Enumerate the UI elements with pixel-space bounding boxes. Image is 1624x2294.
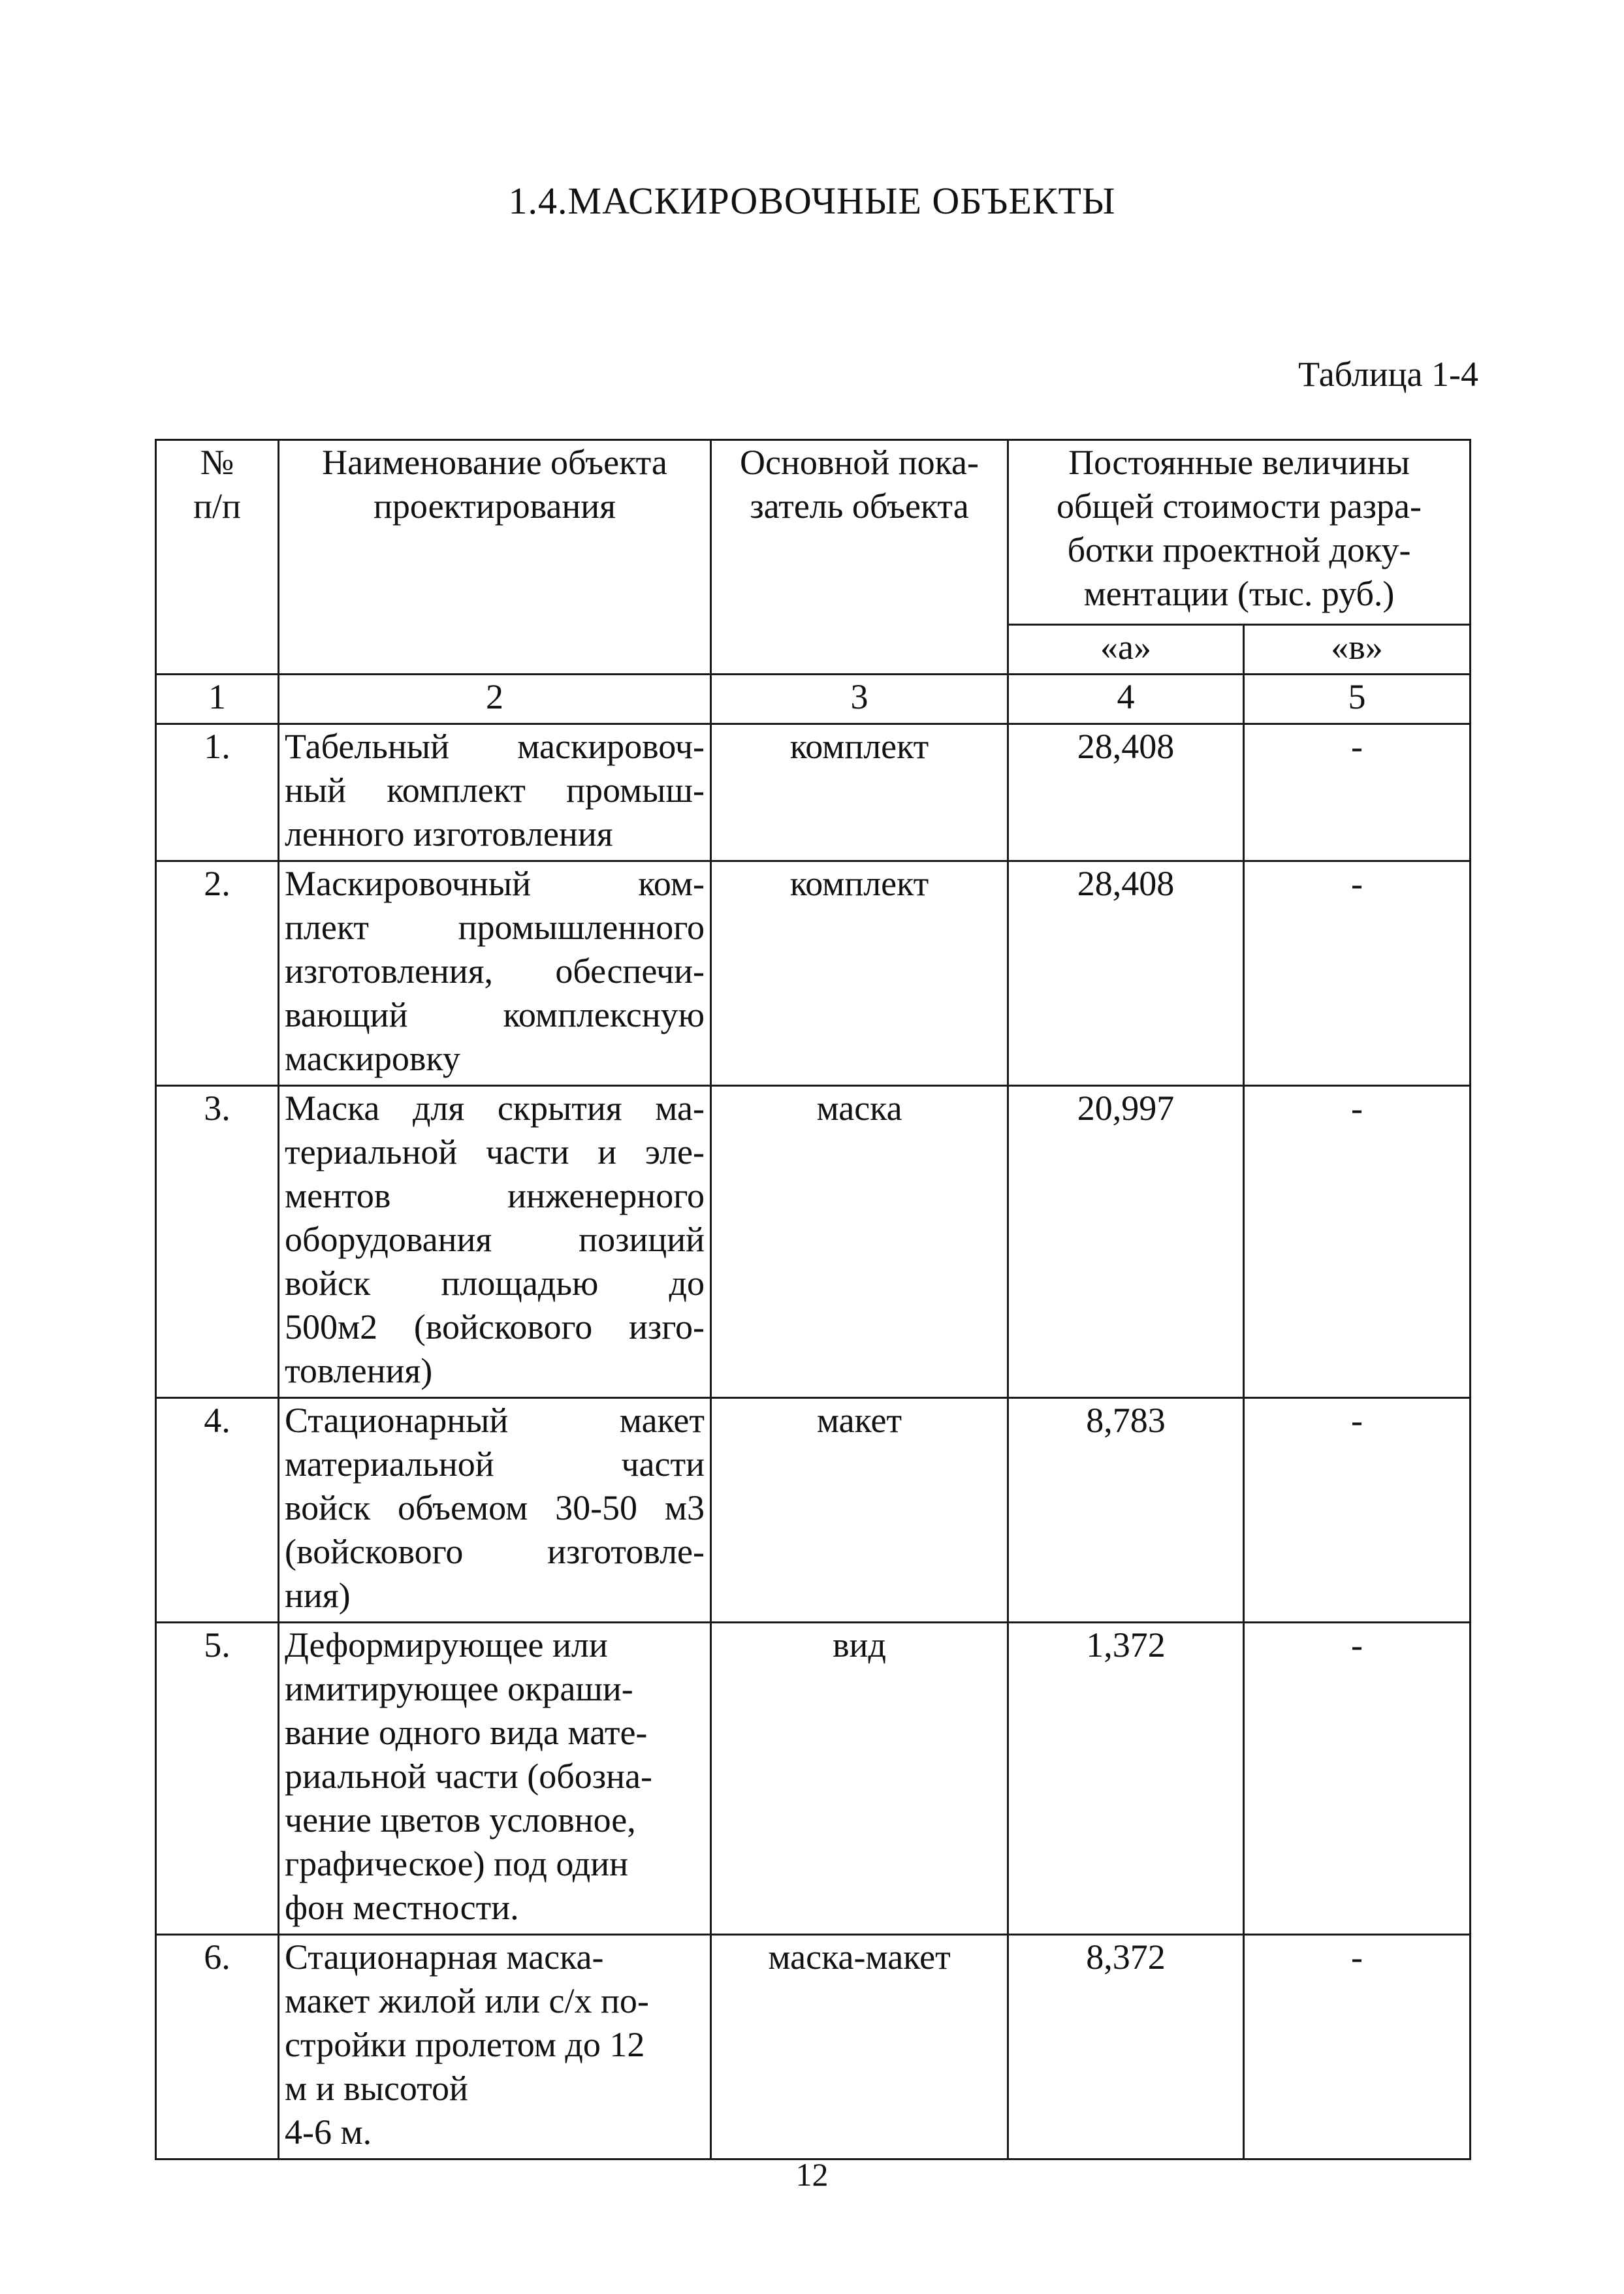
cost-value-b: - xyxy=(1244,861,1471,1086)
object-unit: макет xyxy=(711,1398,1008,1623)
cost-value-b: - xyxy=(1244,724,1471,861)
section-title: 1.4.МАСКИРОВОЧНЫЕ ОБЪЕКТЫ xyxy=(508,180,1116,222)
row-number: 2. xyxy=(156,861,279,1086)
table-caption: Таблица 1-4 xyxy=(1298,355,1478,394)
cost-value-a: 1,372 xyxy=(1008,1623,1244,1935)
table-row xyxy=(156,861,1471,1086)
cost-value-a: 8,783 xyxy=(1008,1398,1244,1623)
cost-table xyxy=(155,439,1471,2160)
object-name: Табельный маскировоч- ный комплект промыш- ленного изготовления xyxy=(279,724,711,861)
row-number: 5. xyxy=(156,1623,279,1935)
object-unit: маска-макет xyxy=(711,1935,1008,2159)
cost-value-b: - xyxy=(1244,1935,1471,2159)
object-unit: вид xyxy=(711,1623,1008,1935)
header-num: № п/п xyxy=(156,440,279,675)
page-number: 12 xyxy=(795,2156,829,2193)
table-row xyxy=(156,1398,1471,1623)
header-sub-b: «в» xyxy=(1244,625,1471,675)
object-name: Деформирующее или имитирующее окраши- вание одного вида мате- риальной части (обозна- чение цветов условное, графическое) под один фон местности. xyxy=(279,1623,711,1935)
row-number: 6. xyxy=(156,1935,279,2159)
header-cost: Постоянные величины общей стоимости разра- ботки проектной доку- ментации (тыс. руб.) xyxy=(1008,440,1471,625)
cost-value-a: 28,408 xyxy=(1008,861,1244,1086)
object-name: Маска для скрытия ма- териальной части и эле- ментов инженерного оборудования позиций войск площадью до 500м2 (войскового изго- товления) xyxy=(279,1086,711,1398)
object-unit: маска xyxy=(711,1086,1008,1398)
cost-value-b: - xyxy=(1244,1398,1471,1623)
table-row xyxy=(156,1623,1471,1935)
header-sub-a: «а» xyxy=(1008,625,1244,675)
row-number: 3. xyxy=(156,1086,279,1398)
object-name: Стационарный макет материальной части войск объемом 30-50 м3 (войскового изготовле- ния) xyxy=(279,1398,711,1623)
table-row xyxy=(156,1086,1471,1398)
header-unit: Основной пока- затель объекта xyxy=(711,440,1008,675)
object-unit: комплект xyxy=(711,724,1008,861)
table-row xyxy=(156,724,1471,861)
row-number: 4. xyxy=(156,1398,279,1623)
object-name: Маскировочный ком- плект промышленного изготовления, обеспечи- вающий комплексную маскировку xyxy=(279,861,711,1086)
cost-value-a: 28,408 xyxy=(1008,724,1244,861)
column-number: 1 xyxy=(156,675,279,724)
column-number: 3 xyxy=(711,675,1008,724)
column-number: 5 xyxy=(1244,675,1471,724)
header-name: Наименование объекта проектирования xyxy=(279,440,711,675)
column-number: 2 xyxy=(279,675,711,724)
column-number: 4 xyxy=(1008,675,1244,724)
object-name: Стационарная маска- макет жилой или с/х по- стройки пролетом до 12 м и высотой 4-6 м. xyxy=(279,1935,711,2159)
column-number-row xyxy=(156,675,1471,724)
cost-value-a: 8,372 xyxy=(1008,1935,1244,2159)
object-unit: комплект xyxy=(711,861,1008,1086)
cost-value-b: - xyxy=(1244,1086,1471,1398)
table-header-row xyxy=(156,440,1471,625)
cost-value-a: 20,997 xyxy=(1008,1086,1244,1398)
table-row xyxy=(156,1935,1471,2159)
cost-value-b: - xyxy=(1244,1623,1471,1935)
row-number: 1. xyxy=(156,724,279,861)
